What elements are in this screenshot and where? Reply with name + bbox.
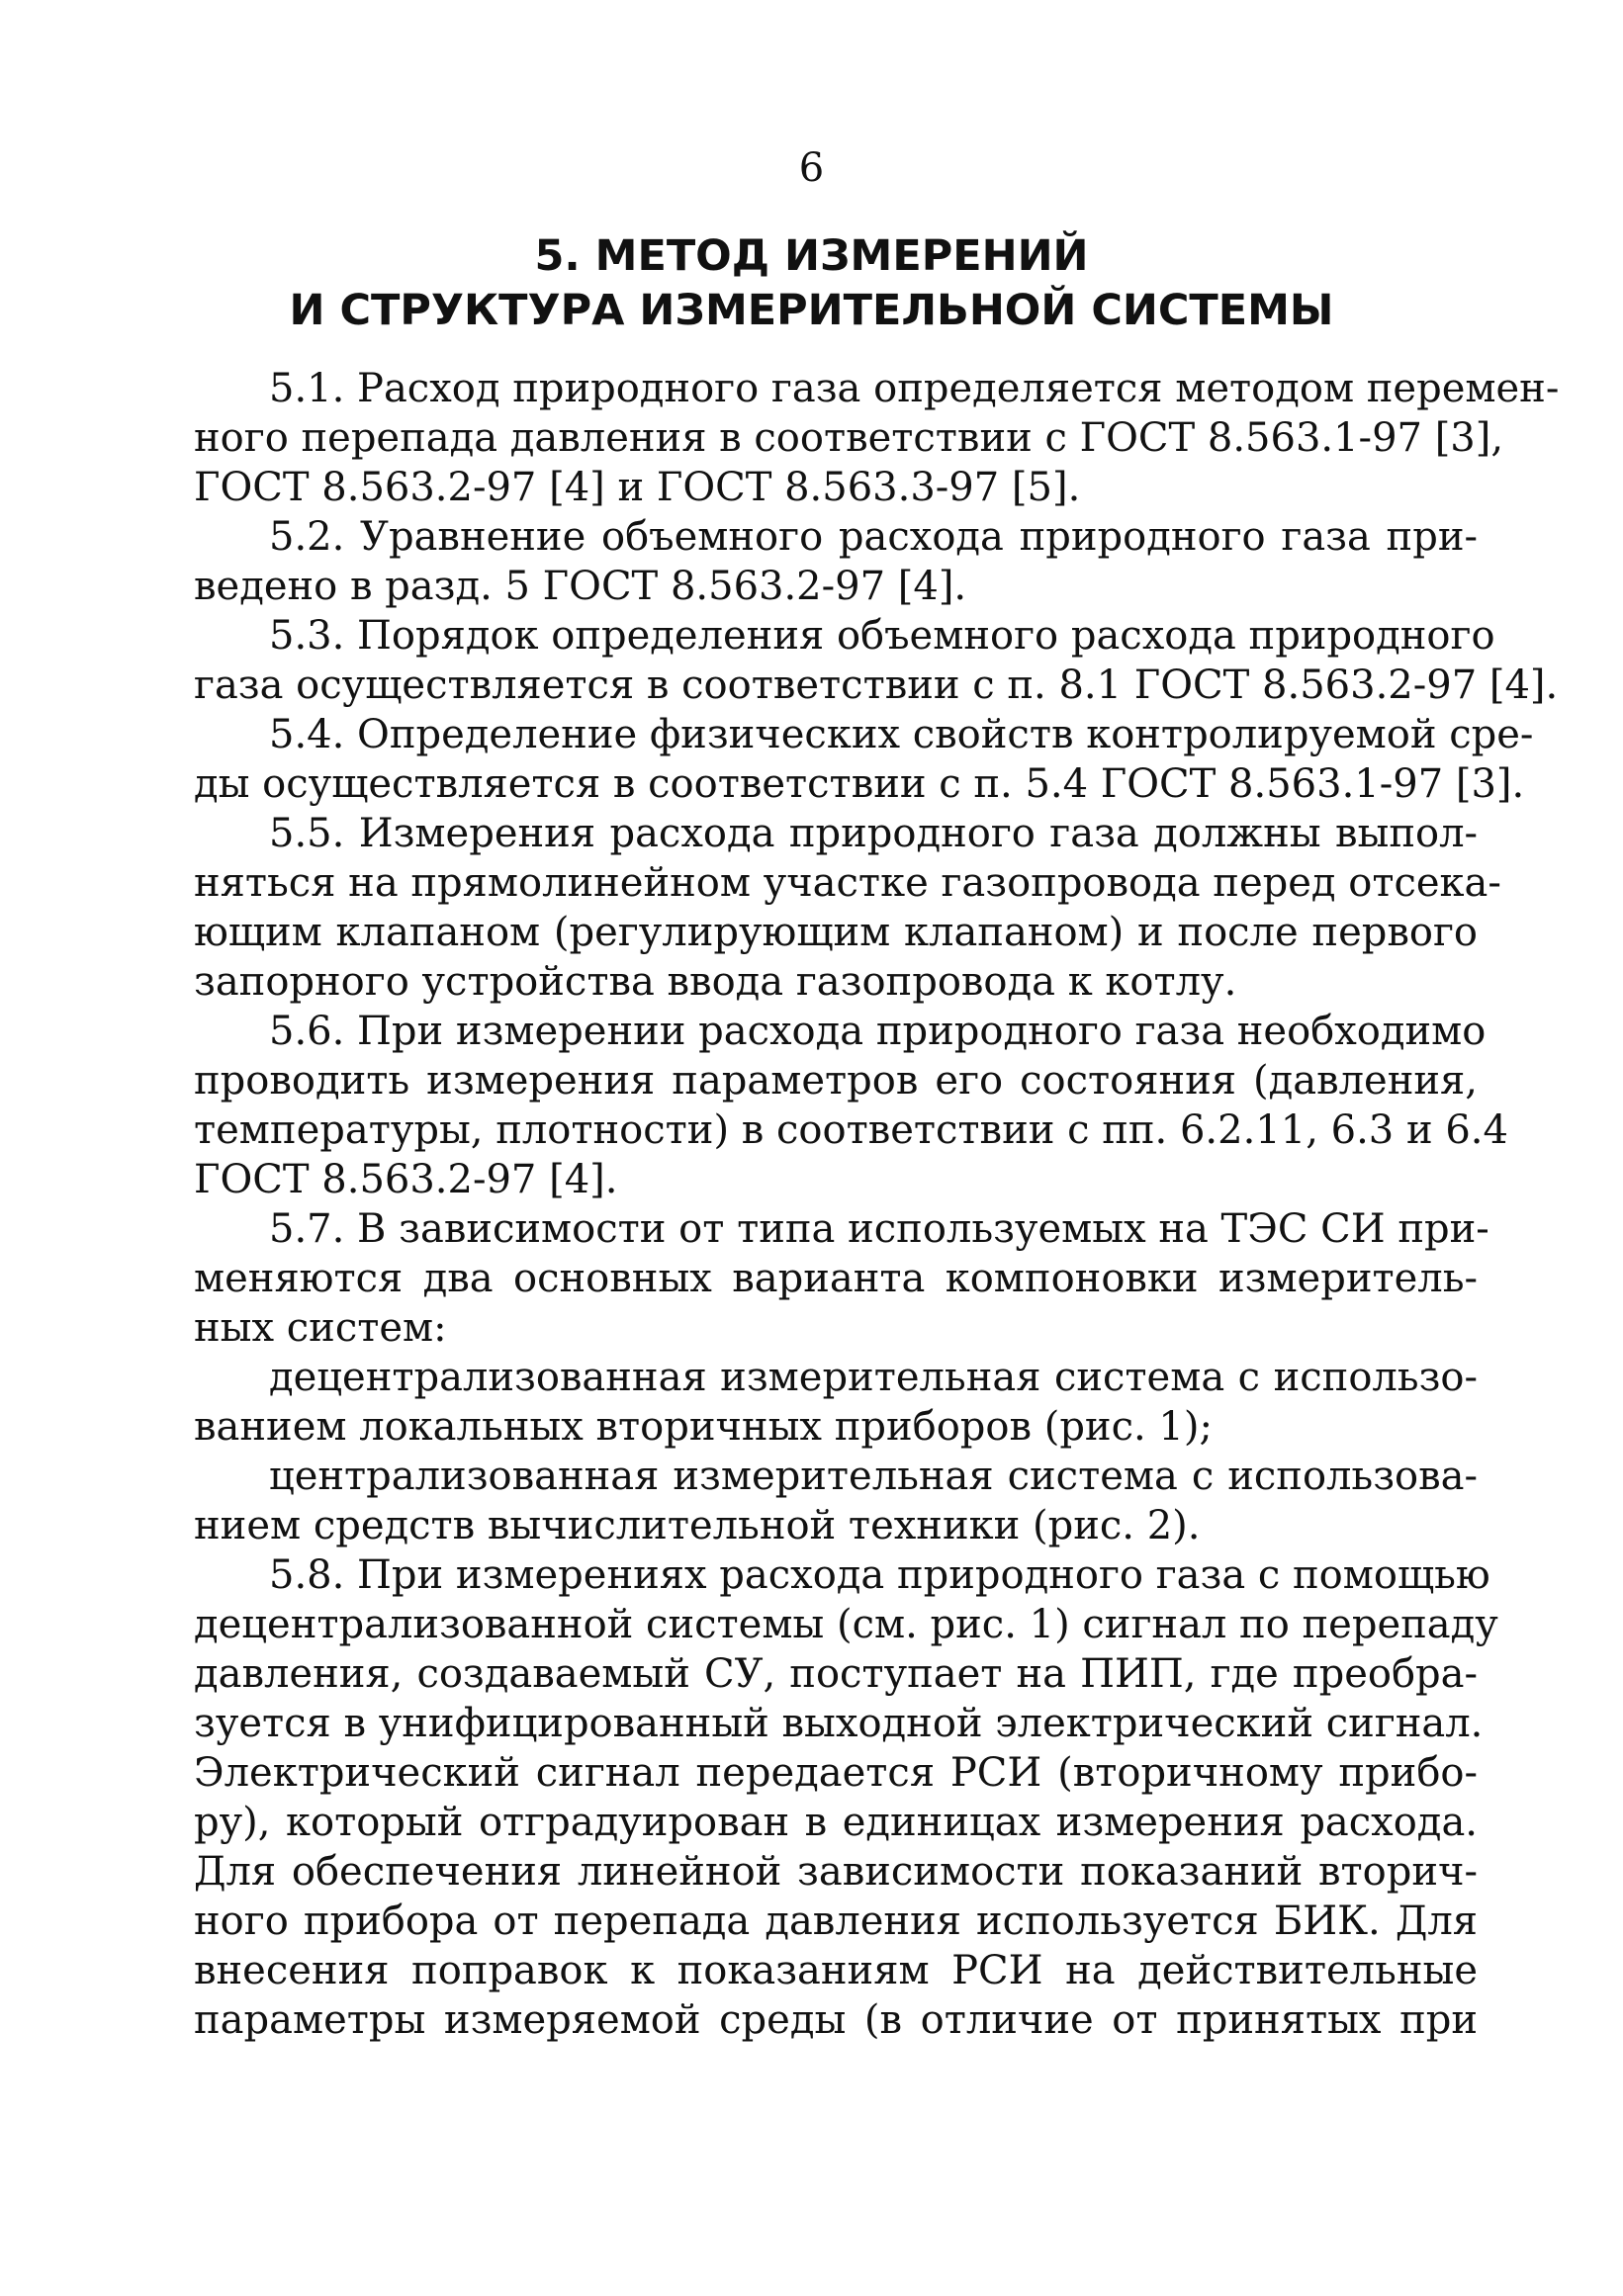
paragraph-line: 5.2. Уравнение объемного расхода природного газа при- bbox=[269, 514, 1478, 560]
paragraph-line: централизованная измерительная система с использова- bbox=[269, 1454, 1478, 1499]
paragraph-line: ды осуществляется в соответствии с п. 5.4 ГОСТ 8.563.1-97 [3]. bbox=[194, 761, 1525, 807]
paragraph-line: зуется в унифицированный выходной электрический сигнал. bbox=[194, 1701, 1484, 1746]
paragraph-line: ных систем: bbox=[194, 1305, 447, 1351]
paragraph-5-8 bbox=[194, 1550, 1498, 2045]
paragraph-5-7-a bbox=[194, 1353, 1478, 1452]
page-number: 6 bbox=[798, 145, 825, 191]
paragraph-line: нием средств вычислительной техники (рис. 2). bbox=[194, 1503, 1201, 1548]
paragraph-line: температуры, плотности) в соответствии с пп. 6.2.11, 6.3 и 6.4 bbox=[194, 1107, 1508, 1153]
paragraph-line: ру), который отградуирован в единицах измерения расхода. bbox=[194, 1800, 1478, 1845]
section-heading-line-2: И СТРУКТУРА ИЗМЕРИТЕЛЬНОЙ СИСТЕМЫ bbox=[289, 286, 1334, 335]
section-heading bbox=[0, 229, 1623, 338]
paragraph-5-7 bbox=[194, 1204, 1489, 1353]
paragraph-line: меняются два основных варианта компоновки измеритель- bbox=[194, 1256, 1478, 1301]
paragraph-line: внесения поправок к показаниям РСИ на действительные bbox=[194, 1948, 1478, 1993]
paragraph-5-4 bbox=[194, 710, 1534, 809]
paragraph-5-2 bbox=[194, 512, 1478, 611]
paragraph-line: ющим клапаном (регулирующим клапаном) и после первого bbox=[194, 910, 1478, 955]
paragraph-line: Для обеспечения линейной зависимости показаний вторич- bbox=[194, 1849, 1478, 1895]
paragraph-line: 5.4. Определение физических свойств контролируемой сре- bbox=[269, 712, 1534, 757]
document-body bbox=[194, 364, 1560, 2045]
paragraph-line: ведено в разд. 5 ГОСТ 8.563.2-97 [4]. bbox=[194, 564, 967, 609]
paragraph-line: 5.3. Порядок определения объемного расхода природного bbox=[269, 613, 1495, 659]
paragraph-line: Электрический сигнал передается РСИ (вторичному прибо- bbox=[194, 1750, 1478, 1796]
paragraph-line: давления, создаваемый СУ, поступает на ПИП, где преобра- bbox=[194, 1651, 1478, 1697]
paragraph-5-6 bbox=[194, 1007, 1508, 1204]
paragraph-line: ванием локальных вторичных приборов (рис. 1); bbox=[194, 1404, 1213, 1450]
paragraph-line: запорного устройства ввода газопровода к котлу. bbox=[194, 959, 1237, 1005]
paragraph-line: 5.7. В зависимости от типа используемых на ТЭС СИ при- bbox=[269, 1206, 1489, 1252]
paragraph-5-1 bbox=[194, 364, 1560, 512]
paragraph-5-3 bbox=[194, 611, 1559, 710]
paragraph-line: ного прибора от перепада давления используется БИК. Для bbox=[194, 1899, 1478, 1944]
paragraph-line: 5.5. Измерения расхода природного газа должны выпол- bbox=[269, 811, 1478, 856]
paragraph-line: 5.8. При измерениях расхода природного газа с помощью bbox=[269, 1552, 1490, 1598]
paragraph-line: ГОСТ 8.563.2-97 [4] и ГОСТ 8.563.3-97 [5]. bbox=[194, 465, 1081, 510]
paragraph-line: няться на прямолинейном участке газопровода перед отсека- bbox=[194, 860, 1501, 906]
section-heading-line-1: 5. МЕТОД ИЗМЕРЕНИЙ bbox=[534, 231, 1089, 281]
paragraph-line: 5.6. При измерении расхода природного газа необходимо bbox=[269, 1009, 1487, 1054]
paragraph-5-5 bbox=[194, 809, 1501, 1007]
paragraph-line: децентрализованной системы (см. рис. 1) сигнал по перепаду bbox=[194, 1602, 1498, 1647]
paragraph-5-7-b bbox=[194, 1452, 1478, 1550]
paragraph-line: газа осуществляется в соответствии с п. 8.1 ГОСТ 8.563.2-97 [4]. bbox=[194, 662, 1559, 708]
paragraph-line: децентрализованная измерительная система с использо- bbox=[269, 1355, 1478, 1400]
paragraph-line: ГОСТ 8.563.2-97 [4]. bbox=[194, 1157, 618, 1202]
paragraph-line: проводить измерения параметров его состояния (давления, bbox=[194, 1058, 1478, 1104]
paragraph-line: 5.1. Расход природного газа определяется методом перемен- bbox=[269, 366, 1560, 411]
paragraph-line: параметры измеряемой среды (в отличие от принятых при bbox=[194, 1997, 1478, 2043]
paragraph-line: ного перепада давления в соответствии с ГОСТ 8.563.1-97 [3], bbox=[194, 415, 1504, 461]
